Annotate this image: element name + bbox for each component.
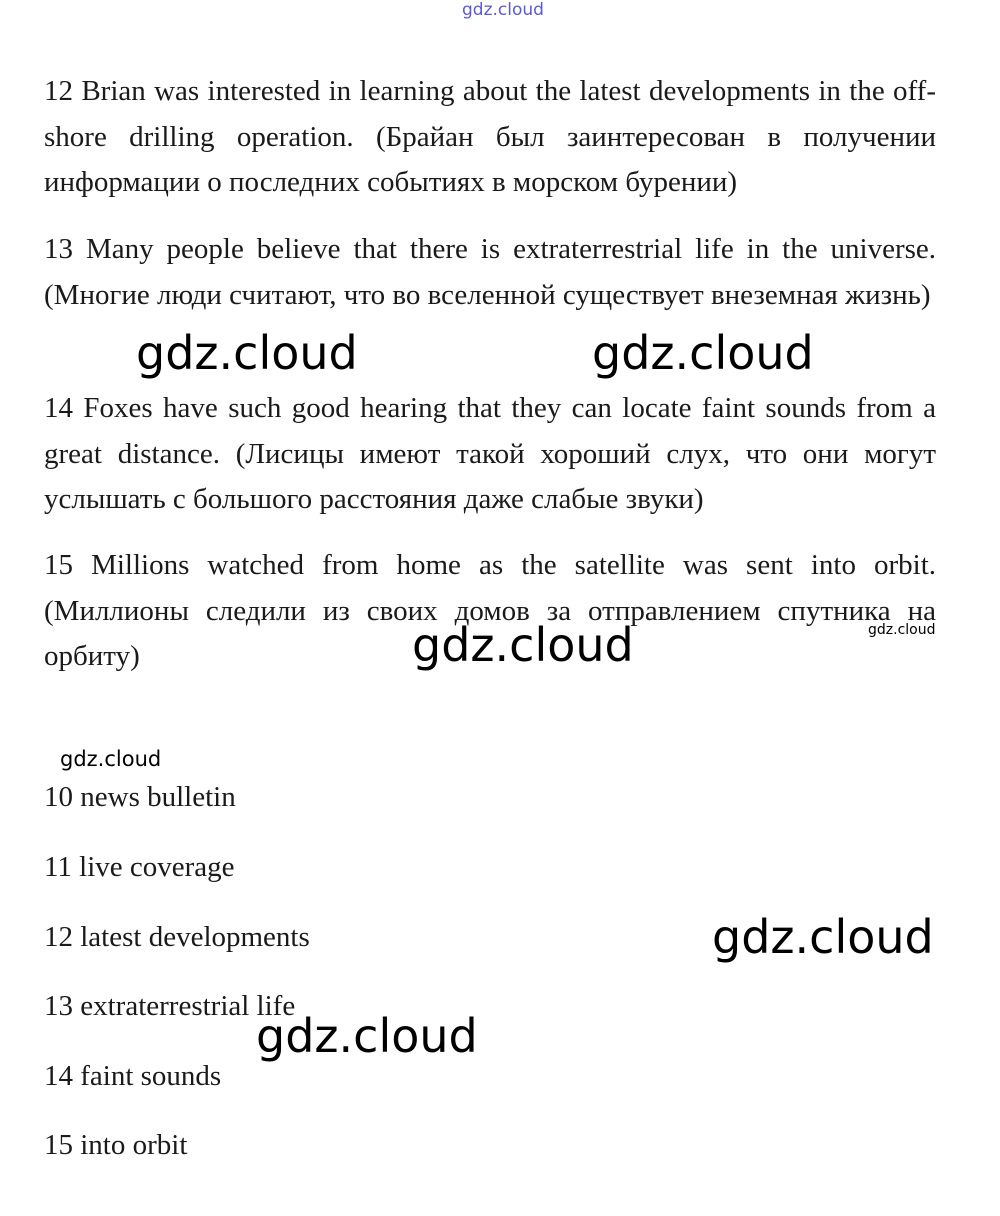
english-sentence: Foxes have such good hearing that they can locate faint sounds from a great distance. [44, 392, 936, 470]
watermark: gdz.cloud [412, 618, 634, 672]
watermark: gdz.cloud [60, 747, 162, 771]
paragraph-number: 13 [44, 233, 73, 265]
watermark: gdz.cloud [136, 326, 358, 380]
paragraph-number: 15 [44, 549, 73, 581]
watermark-top: gdz.cloud [462, 0, 544, 20]
russian-translation: (Многие люди считают, что во вселенной существует внеземная жизнь) [44, 278, 931, 311]
answer-item: 12 latest developments [44, 921, 310, 953]
paragraph-13 [44, 227, 936, 318]
paragraph-number: 14 [44, 392, 73, 424]
answer-item: 10 news bulletin [44, 781, 236, 813]
watermark: gdz.cloud [592, 326, 814, 380]
english-sentence: Brian was interested in learning about the latest developments in the off-shore drilling operation. [44, 75, 936, 153]
russian-translation: (Лисицы имеют такой хороший слух, что они могут услышать с большого расстояния даже слабые звуки) [44, 437, 936, 515]
paragraph-12 [44, 69, 936, 206]
english-sentence: Many people believe that there is extraterrestrial life in the universe. [85, 233, 937, 265]
russian-translation: (Миллионы следили из своих домов за отправлением спутника на орбиту) [44, 594, 936, 672]
watermark: gdz.cloud [868, 622, 936, 638]
answer-item: 15 into orbit [44, 1129, 188, 1161]
answer-item: 14 faint sounds [44, 1060, 222, 1092]
watermark: gdz.cloud [256, 1009, 478, 1063]
answer-item: 13 extraterrestrial life [44, 990, 296, 1022]
russian-translation: (Брайан был заинтересован в получении информации о последних событиях в морском бурении) [44, 120, 937, 198]
watermark: gdz.cloud [712, 910, 934, 964]
paragraph-number: 12 [44, 75, 73, 107]
answer-item: 11 live coverage [44, 851, 235, 883]
paragraph-14 [44, 386, 936, 523]
english-sentence: Millions watched from home as the satellite was sent into orbit. [91, 549, 937, 581]
